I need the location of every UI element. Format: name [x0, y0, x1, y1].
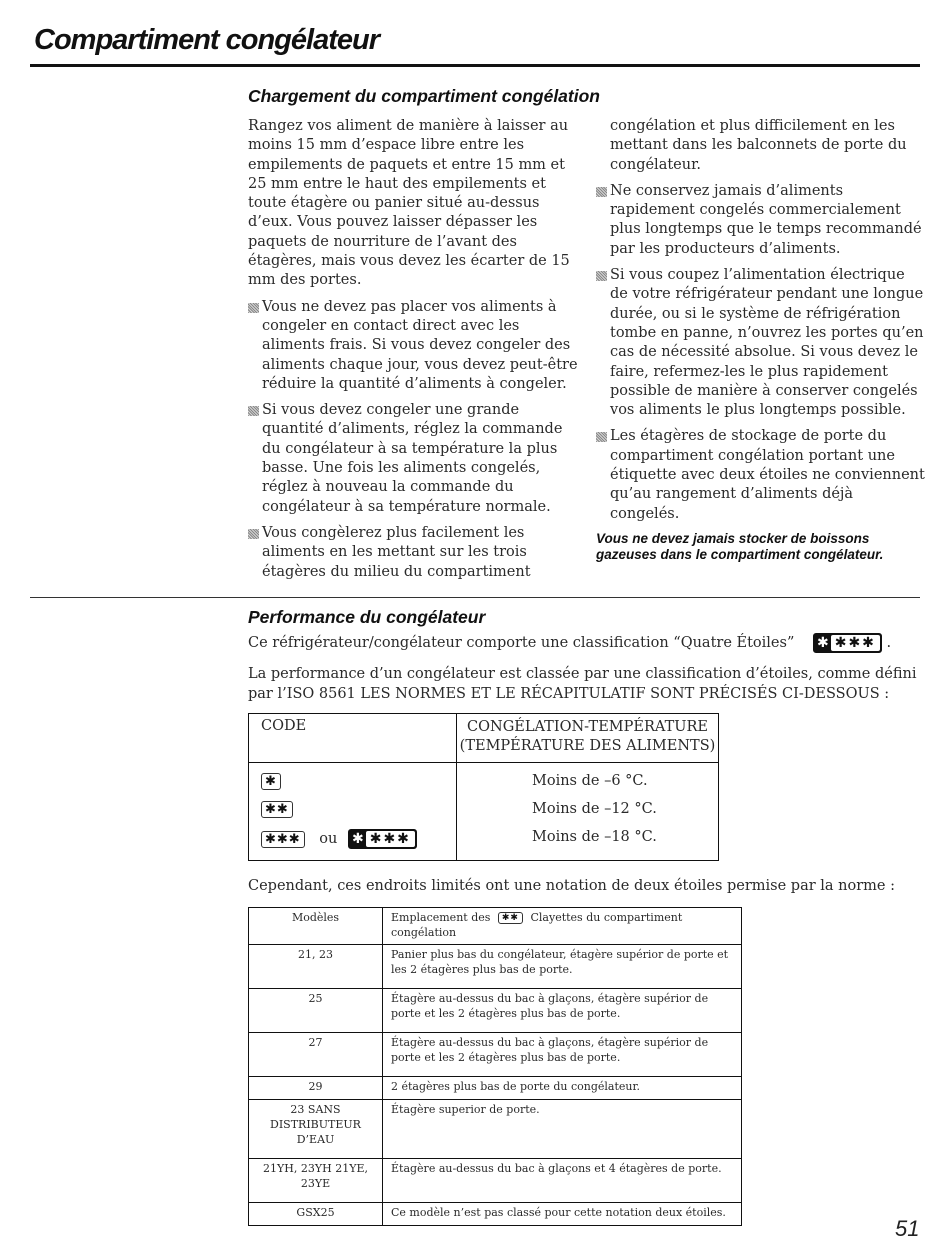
- models-table: [248, 907, 742, 1226]
- code-header: CODE: [249, 714, 457, 763]
- limited-locations-note: Cependant, ces endroits limités ont une notation de deux étoiles permise par la norme :: [248, 878, 895, 894]
- loading-bullet-2: Si vous devez congeler une grande quantité d’aliments, réglez la commande du congélateur à sa température la plus basse. Une fois les aliments congelés, réglez à nouveau la commande du congélateur à sa température normale.: [248, 401, 578, 517]
- star-code-table: [248, 713, 719, 861]
- loading-bullet-4: Ne conservez jamais d’aliments rapidement congelés commercialement plus longtemps que le temps recommandé par les producteurs d’aliments.: [596, 182, 926, 259]
- temp-two-star: Moins de –12 °C.: [532, 801, 657, 817]
- loading-continuation: congélation et plus difficilement en les mettant dans les balconnets de porte du congélateur.: [610, 118, 907, 173]
- loading-bullet-1: Vous ne devez pas placer vos aliments à congeler en contact direct avec les aliments frais. Si vous devez congeler des aliments chaque jour, vous devez peut-être réduire la quantité d’aliments à congeler.: [248, 298, 578, 394]
- temp-one-star: Moins de –6 °C.: [532, 773, 648, 789]
- bullet-icon: [596, 271, 607, 281]
- loading-bullet-3: Vous congèlerez plus facilement les aliments en les mettant sur les trois étagères du milieu du compartiment: [248, 524, 578, 582]
- performance-heading: Performance du congélateur: [248, 607, 486, 627]
- loading-heading: Chargement du compartiment congélation: [248, 86, 600, 106]
- bullet-icon: [596, 432, 607, 442]
- models-header: Modèles: [249, 908, 383, 945]
- carbonated-drinks-warning: Vous ne devez jamais stocker de boissons gazeuses dans le compartiment congélateur.: [596, 530, 884, 562]
- bullet-icon: [248, 529, 259, 539]
- table-row: [249, 908, 742, 945]
- four-star-intro: Ce réfrigérateur/congélateur comporte une classification “Quatre Étoiles” ✱ ✱✱✱ .: [248, 635, 892, 651]
- table-row: 23 SANS DISTRIBUTEUR D’EAU Étagère superior de porte.: [249, 1100, 742, 1159]
- temperature-header: CONGÉLATION-TEMPÉRATURE (TEMPÉRATURE DES ALIMENTS): [457, 714, 719, 763]
- location-header: Emplacement des ✱✱ Clayettes du compartiment congélation: [383, 908, 742, 945]
- bullet-icon: [248, 406, 259, 416]
- star-codes-cell: [249, 763, 457, 861]
- temp-three-star: Moins de –18 °C.: [532, 829, 657, 845]
- four-star-icon: ✱ ✱✱✱: [348, 829, 417, 849]
- loading-left-column: [248, 117, 578, 589]
- bullet-icon: [248, 303, 259, 313]
- or-label: ou: [319, 831, 338, 847]
- page-title: Compartiment congélateur: [34, 24, 379, 56]
- loading-right-column: [596, 117, 926, 570]
- loading-bullet-6: Les étagères de stockage de porte du compartiment congélation portant une étiquette avec deux étoiles ne conviennent qu’au rangement d’aliments déjà congelés.: [596, 427, 926, 523]
- four-star-rating-icon: ✱ ✱✱✱: [813, 633, 882, 653]
- three-star-icon: ✱✱✱: [261, 831, 305, 848]
- title-rule: [30, 64, 920, 67]
- table-row: 29 2 étagères plus bas de porte du congélateur.: [249, 1077, 742, 1100]
- section-divider: [30, 597, 920, 598]
- bullet-icon: [596, 187, 607, 197]
- page-number: 51: [895, 1216, 920, 1241]
- table-row: 25 Étagère au-dessus du bac à glaçons, étagère supérior de porte et les 2 étagères plus bas de porte.: [249, 989, 742, 1033]
- loading-bullet-5: Si vous coupez l’alimentation électrique de votre réfrigérateur pendant une longue durée, ou si le système de réfrigération tombe en panne, n’ouvrez les portes qu’en cas de nécessité absolue. Si vous devez le faire, refermez-les le plus rapidement possible de manière à conserver congelés vos aliments le plus longtemps possible.: [596, 266, 926, 420]
- temperatures-cell: [457, 763, 719, 861]
- table-row: 21YH, 23YH 21YE, 23YE Étagère au-dessus du bac à glaçons et 4 étagères de porte.: [249, 1159, 742, 1203]
- iso-paragraph: La performance d’un congélateur est classée par une classification d’étoiles, comme défini par l’ISO 8561 LES NORMES ET LE RÉCAPITULATIF SONT PRÉCISÉS CI-DESSOUS :: [248, 666, 917, 702]
- table-row: 27 Étagère au-dessus du bac à glaçons, étagère supérior de porte et les 2 étagères plus bas de porte.: [249, 1033, 742, 1077]
- one-star-icon: ✱: [261, 773, 281, 790]
- table-row: GSX25 Ce modèle n’est pas classé pour cette notation deux étoiles.: [249, 1203, 742, 1226]
- loading-intro: Rangez vos aliment de manière à laisser au moins 15 mm d’espace libre entre les empilements de paquets et entre 15 mm et 25 mm entre le haut des empilements et toute étagère ou panier situé au-dessus d’eux. Vous pouvez laisser dépasser les paquets de nourriture de l’avant des étagères, mais vous devez les écarter de 15 mm des portes.: [248, 118, 570, 289]
- two-star-icon: ✱✱: [498, 912, 523, 924]
- two-star-icon: ✱✱: [261, 801, 293, 818]
- table-row: 21, 23 Panier plus bas du congélateur, étagère supérior de porte et les 2 étagères plus bas de porte.: [249, 945, 742, 989]
